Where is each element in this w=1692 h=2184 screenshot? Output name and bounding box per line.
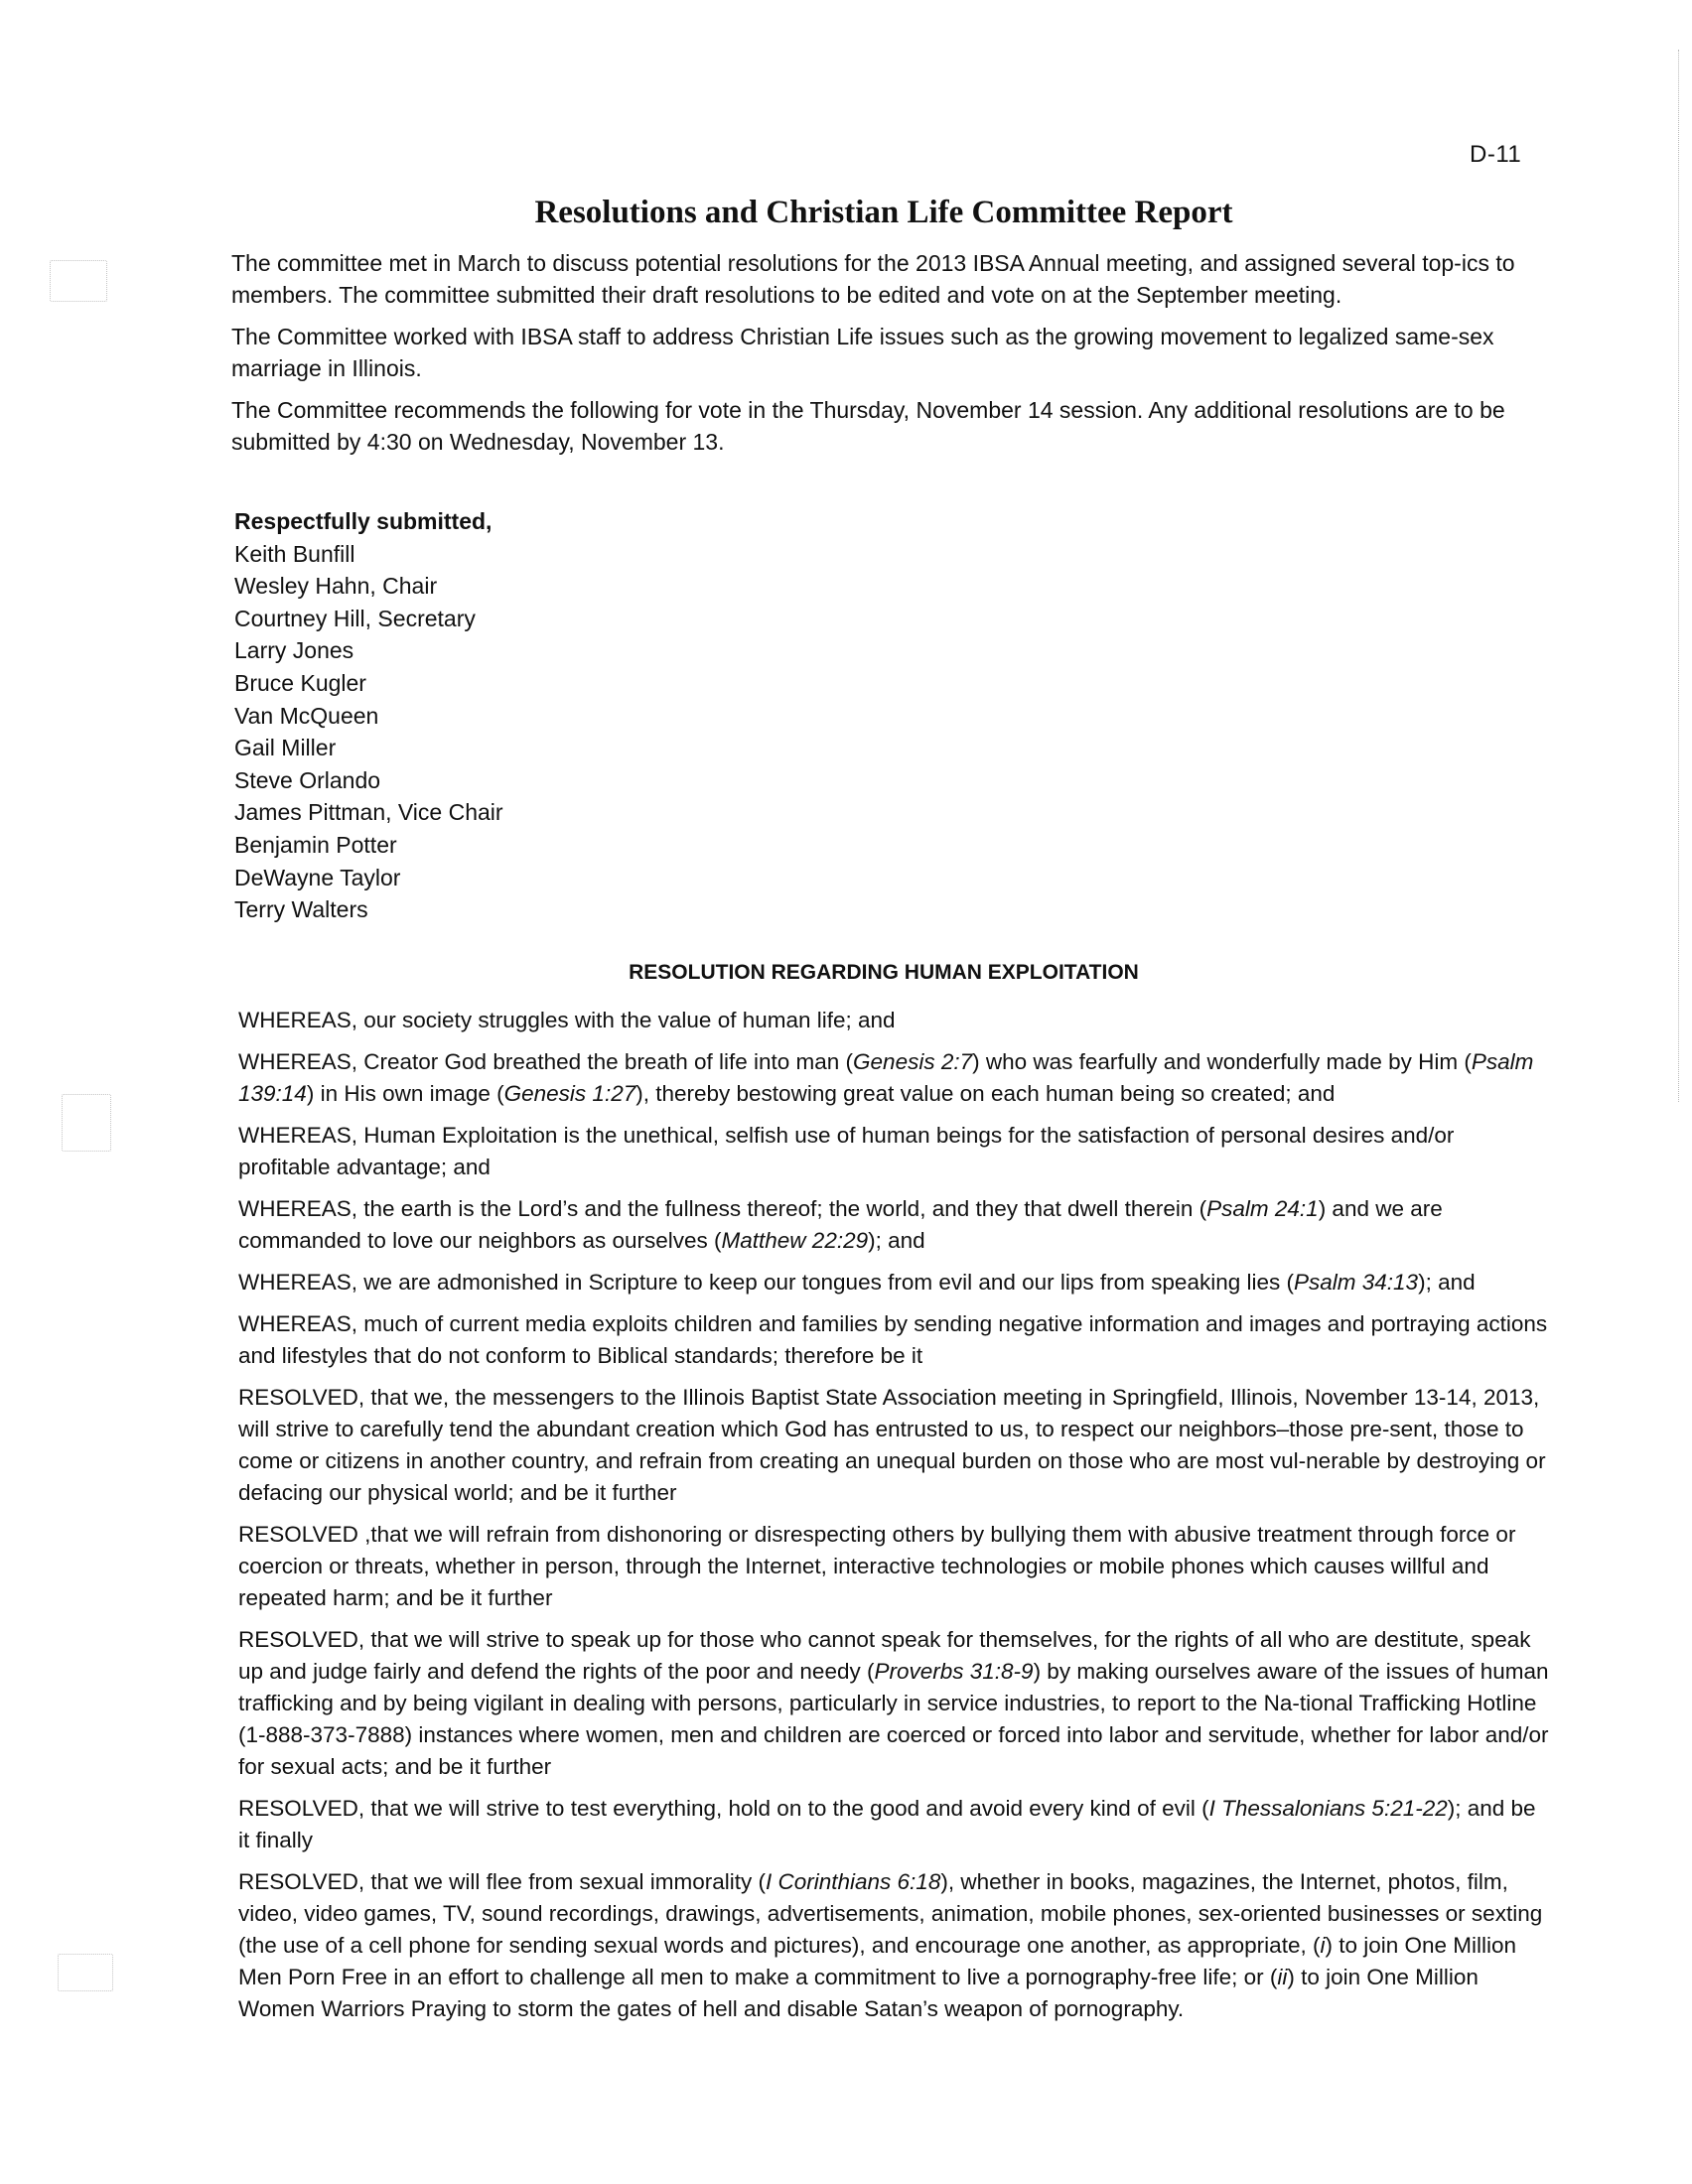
signer-name: Larry Jones bbox=[234, 637, 354, 664]
clause-text: ), whether in books, magazines, the Internet, photos, film, video, video games, TV, sound recordings, drawings, advertisements, animation, mobile phones, sex-oriented businesses or sexting (the use of a cell phone for sending sexual words and pictures), and encourage one another, as appropriate, ( bbox=[238, 1869, 1543, 1958]
clause-text: RESOLVED, that we will flee from sexual immorality ( bbox=[238, 1869, 766, 1894]
signer-name: Keith Bunfill bbox=[234, 540, 355, 567]
scripture-citation: Genesis 1:27 bbox=[503, 1081, 636, 1106]
scan-mark bbox=[62, 1094, 111, 1152]
scripture-citation: i bbox=[1320, 1933, 1326, 1958]
scripture-citation: Psalm 34:13 bbox=[1294, 1270, 1419, 1295]
resolution-clause bbox=[238, 1519, 1549, 1614]
page-number: D-11 bbox=[1470, 141, 1522, 168]
intro-section bbox=[231, 247, 1540, 468]
resolution-clause bbox=[238, 1866, 1549, 2025]
resolution-clause bbox=[238, 1046, 1549, 1110]
clause-text: RESOLVED ,that we will refrain from dishonoring or disrespecting others by bullying them with abusive treatment through force or coercion or threats, whether in person, through the Internet, interactive technologies or mobile phones which causes willful and repeated harm; and be it further bbox=[238, 1522, 1516, 1610]
scripture-citation: ii bbox=[1277, 1965, 1288, 1989]
signers-section bbox=[234, 505, 503, 926]
scripture-citation: Genesis 2:7 bbox=[853, 1049, 973, 1074]
scripture-citation: Proverbs 31:8-9 bbox=[874, 1659, 1034, 1684]
signer-name: Terry Walters bbox=[234, 896, 368, 923]
signer-name: Van McQueen bbox=[234, 702, 379, 729]
clause-text: WHEREAS, the earth is the Lord’s and the fullness thereof; the world, and they that dwell therein ( bbox=[238, 1196, 1207, 1221]
resolution-clause bbox=[238, 1120, 1549, 1183]
scripture-citation: I Corinthians 6:18 bbox=[765, 1869, 941, 1894]
signer-name: James Pittman, Vice Chair bbox=[234, 799, 503, 826]
clause-text: ) to join One Million Men Porn Free in an effort to challenge all men to make a commitment to live a pornography-free life; or ( bbox=[238, 1933, 1517, 1989]
page-title: Resolutions and Christian Life Committee Report bbox=[534, 195, 1233, 230]
resolution-clause bbox=[238, 1793, 1549, 1856]
scripture-citation: Matthew 22:29 bbox=[721, 1228, 869, 1253]
signer-name: DeWayne Taylor bbox=[234, 864, 401, 890]
scripture-citation: Psalm 139:14 bbox=[238, 1049, 1534, 1106]
clause-text: RESOLVED, that we, the messengers to the Illinois Baptist State Association meeting in Springfield, Illinois, November 13-14, 2013, will strive to carefully tend the abundant creation which God has entrusted to us, to respect our neighbors–those pre-sent, those to come or citizens in another country, and refrain from creating an unequal burden on those who are most vul-nerable by destroying or defacing our physical world; and be it further bbox=[238, 1385, 1546, 1505]
clause-text: WHEREAS, Human Exploitation is the unethical, selfish use of human beings for the satisfaction of personal desires and/or profitable advantage; and bbox=[238, 1123, 1455, 1179]
signer-name: Bruce Kugler bbox=[234, 669, 366, 696]
clause-text: WHEREAS, our society struggles with the value of human life; and bbox=[238, 1008, 896, 1032]
resolution-clause bbox=[238, 1382, 1549, 1509]
clause-text: ) by making ourselves aware of the issues of human trafficking and by being vigilant in dealing with persons, particularly in service industries, to report to the Na-tional Trafficking Hotline (1-888-373-7888) instances where women, men and children are coerced or forced into labor and servitude, whether for labor and/or for sexual acts; and be it further bbox=[238, 1659, 1549, 1779]
signer-name: Wesley Hahn, Chair bbox=[234, 573, 438, 600]
clause-text: WHEREAS, much of current media exploits children and families by sending negative information and images and portraying actions and lifestyles that do not conform to Biblical standards; therefore be it bbox=[238, 1311, 1548, 1368]
clause-text: RESOLVED, that we will strive to test everything, hold on to the good and avoid every kind of evil ( bbox=[238, 1796, 1209, 1821]
scripture-citation: Psalm 24:1 bbox=[1206, 1196, 1319, 1221]
signer-name: Steve Orlando bbox=[234, 766, 381, 793]
clause-text: WHEREAS, we are admonished in Scripture to keep our tongues from evil and our lips from speaking lies ( bbox=[238, 1270, 1294, 1295]
clause-text: ); and bbox=[868, 1228, 925, 1253]
clause-text: ) and we are commanded to love our neighbors as ourselves ( bbox=[238, 1196, 1443, 1253]
scan-mark bbox=[58, 1954, 113, 1991]
resolution-clause bbox=[238, 1267, 1549, 1298]
signers-list bbox=[234, 538, 503, 926]
clause-text: ) to join One Million Women Warriors Praying to storm the gates of hell and disable Satan’s weapon of pornography. bbox=[238, 1965, 1479, 2021]
clause-text: ); and be it finally bbox=[238, 1796, 1536, 1852]
clause-text: ); and bbox=[1418, 1270, 1476, 1295]
signer-name: Gail Miller bbox=[234, 735, 337, 761]
clause-text: ) who was fearfully and wonderfully made by Him ( bbox=[972, 1049, 1472, 1074]
scan-mark bbox=[50, 260, 107, 302]
clause-text: ) in His own image ( bbox=[306, 1081, 504, 1106]
signer-name: Benjamin Potter bbox=[234, 831, 397, 858]
resolution-clause bbox=[238, 1193, 1549, 1257]
intro-paragraph: The Committee worked with IBSA staff to address Christian Life issues such as the growing movement to legalized same-sex marriage in Illinois. bbox=[231, 324, 1494, 381]
resolution-clause bbox=[238, 1624, 1549, 1783]
resolution-clauses bbox=[238, 1005, 1549, 2035]
clause-text: ), thereby bestowing great value on each human being so created; and bbox=[635, 1081, 1336, 1106]
clause-text: RESOLVED, that we will strive to speak up for those who cannot speak for themselves, for the rights of all who are destitute, speak up and judge fairly and defend the rights of the poor and needy ( bbox=[238, 1627, 1531, 1684]
signer-name: Courtney Hill, Secretary bbox=[234, 605, 476, 631]
resolution-clause bbox=[238, 1005, 1549, 1036]
intro-paragraph: The Committee recommends the following for vote in the Thursday, November 14 session. Any additional resolutions are to be submitted by 4:30 on Wednesday, November 13. bbox=[231, 397, 1505, 455]
signers-heading: Respectfully submitted, bbox=[234, 508, 493, 534]
resolution-heading: RESOLUTION REGARDING HUMAN EXPLOITATION bbox=[629, 961, 1139, 984]
scripture-citation: I Thessalonians 5:21-22 bbox=[1208, 1796, 1448, 1821]
intro-paragraph: The committee met in March to discuss potential resolutions for the 2013 IBSA Annual meeting, and assigned several top-ics to members. The committee submitted their draft resolutions to be edited and vote on at the September meeting. bbox=[231, 250, 1515, 308]
resolution-clause bbox=[238, 1308, 1549, 1372]
clause-text: WHEREAS, Creator God breathed the breath of life into man ( bbox=[238, 1049, 854, 1074]
scan-edge-line bbox=[1678, 50, 1680, 1102]
